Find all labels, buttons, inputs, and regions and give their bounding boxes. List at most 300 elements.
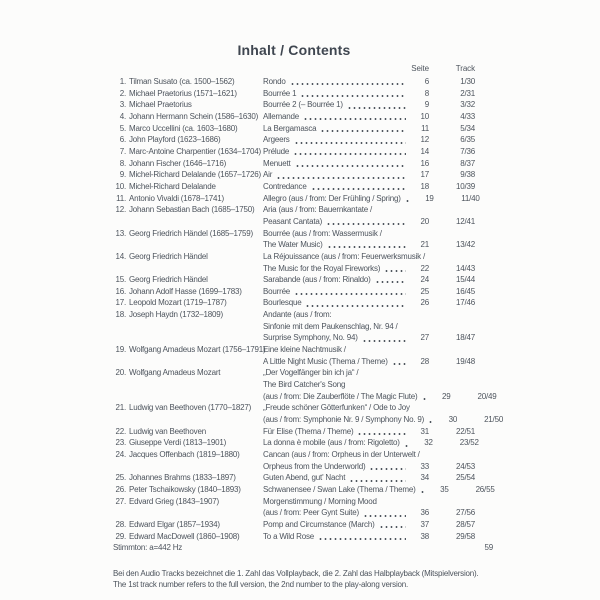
toc-entry [113, 426, 475, 438]
entry-number: 3. [119, 100, 126, 110]
piece-title-line: Morgenstimmung / Morning Mood [263, 496, 377, 506]
footnote [113, 568, 493, 591]
piece-title-last-line [263, 123, 475, 135]
piece-title-line: La Réjouissance (aus / from: Feuerwerksmusik / [263, 251, 425, 261]
composer-name: Johann Fischer (1646–1716) [129, 158, 227, 168]
piece-cell [263, 531, 475, 543]
track-number: 3/32 [460, 100, 475, 110]
piece-title-last-line [263, 472, 475, 484]
piece-title-last-line [263, 531, 475, 543]
entry-number: 10. [115, 181, 126, 191]
track-number: 5/34 [460, 123, 475, 133]
piece-cell [263, 169, 475, 181]
composer-name: Ludwig van Beethoven [129, 426, 206, 436]
piece-cell [263, 251, 475, 274]
page-number: 33 [420, 461, 429, 471]
entry-number: 23. [115, 438, 126, 448]
piece-title-line: Für Elise (Thema / Theme) [263, 426, 354, 436]
piece-title-line: Argeers [263, 135, 290, 145]
piece-cell [263, 402, 504, 425]
header-spacer [113, 63, 403, 74]
composer-name: Jacques Offenbach (1819–1880) [129, 450, 240, 459]
piece-title-line: Prélude [263, 146, 290, 156]
composer-name: Georg Friedrich Händel (1685–1759) [129, 228, 253, 238]
piece-title-last-line [263, 146, 475, 158]
composer-cell [113, 309, 263, 321]
piece-cell [263, 228, 475, 251]
piece-title-last-line [263, 519, 475, 531]
piece-title-line: Bourrée 1 [263, 88, 297, 98]
piece-cell [263, 484, 495, 496]
composer-cell [113, 274, 263, 286]
composer-name: Georg Friedrich Händel [129, 275, 208, 285]
composer-name: Georg Friedrich Händel [129, 251, 208, 261]
composer-name: Tilman Susato (ca. 1500–1562) [129, 77, 235, 86]
toc-entry [113, 519, 475, 531]
track-number: 7/36 [460, 146, 475, 156]
composer-cell [113, 426, 263, 438]
footnote-line-en: The 1st track number refers to the full version, the 2nd number to the play-along version. [113, 580, 409, 590]
page-number: 24 [420, 275, 429, 285]
composer-cell [113, 472, 263, 484]
page-number: 28 [420, 356, 429, 366]
tuning-note-row [113, 542, 493, 554]
piece-title-line: The Bird Catcher's Song [263, 380, 346, 390]
toc-entry [113, 274, 475, 286]
composer-name: Antonio Vivaldi (1678–1741) [129, 193, 224, 203]
piece-cell [263, 181, 475, 193]
tuning-track-number: 59 [484, 543, 493, 553]
entry-number: 20. [115, 368, 126, 378]
page-number: 10 [420, 111, 429, 121]
track-number: 27/56 [455, 508, 475, 518]
track-number: 16/45 [455, 286, 475, 296]
piece-title-line: (aus / from: Peer Gynt Suite) [263, 508, 360, 518]
page-number: 25 [420, 286, 429, 296]
composer-cell [113, 99, 263, 111]
dot-leader [384, 270, 406, 272]
piece-title-line: Sarabande (aus / from: Rinaldo) [263, 275, 371, 285]
composer-cell [113, 204, 263, 216]
composer-name: Edward MacDowell (1860–1908) [129, 531, 240, 541]
dot-leader [327, 246, 406, 248]
toc-entry [113, 449, 475, 472]
track-number: 15/44 [455, 275, 475, 285]
entry-number: 5. [119, 123, 126, 133]
composer-cell [113, 181, 263, 193]
dot-leader [318, 538, 406, 540]
track-number: 12/41 [455, 216, 475, 226]
track-number: 19/48 [455, 356, 475, 366]
piece-title-last-line [263, 99, 475, 111]
piece-title-last-line [263, 158, 475, 170]
toc-entry [113, 286, 475, 298]
composer-name: Johann Adolf Hasse (1699–1783) [129, 286, 242, 296]
piece-title-line: Air [263, 170, 273, 180]
dot-leader [305, 305, 406, 307]
composer-cell [113, 169, 263, 181]
footnote-line-de: Bei den Audio Tracks bezeichnet die 1. Zahl das Vollplayback, die 2. Zahl das Halbplayback (Mitspielversion). [113, 568, 479, 578]
track-number: 29/58 [455, 531, 475, 541]
track-number: 11/40 [461, 193, 480, 203]
entry-number: 16. [115, 286, 126, 296]
entry-number: 2. [119, 88, 126, 98]
page-number: 22 [420, 263, 429, 273]
piece-cell [263, 193, 480, 205]
composer-cell [113, 158, 263, 170]
composer-cell [113, 344, 266, 356]
piece-title-line: Bourrée 2 (– Bourrée 1) [263, 100, 343, 110]
piece-title-line: Surprise Symphony, No. 94) [263, 333, 358, 343]
piece-cell [263, 297, 475, 309]
tuning-spacer [182, 542, 484, 554]
piece-title-line: „Freude schöner Götterfunken“ / Ode to Joy [263, 403, 410, 413]
composer-name: Edward Elgar (1857–1934) [129, 519, 220, 529]
entry-number: 11. [116, 193, 126, 203]
toc-entry [113, 297, 475, 309]
piece-title-last-line [263, 484, 495, 496]
page-number: 26 [420, 298, 429, 308]
page-number: 36 [420, 508, 429, 518]
piece-title-line: La donna è mobile (aus / from: Rigoletto) [263, 438, 400, 448]
toc-entry [113, 531, 475, 543]
composer-cell [113, 297, 263, 309]
piece-title-line: The Water Music) [263, 240, 323, 250]
dot-leader [379, 526, 406, 528]
piece-cell [263, 286, 475, 298]
piece-title-line: (aus / from: Die Zauberflöte / The Magic Flute) [263, 391, 418, 401]
piece-cell [263, 274, 475, 286]
dot-leader [295, 165, 406, 167]
track-number: 20/49 [477, 391, 497, 401]
entry-number: 1. [119, 77, 126, 86]
piece-title-line: Peasant Cantata) [263, 216, 323, 226]
piece-title-line: To a Wild Rose [263, 531, 314, 541]
page-number: 21 [420, 240, 429, 250]
piece-title-last-line [263, 216, 475, 228]
piece-title-line: Bourlesque [263, 298, 302, 308]
toc-entry [113, 204, 475, 227]
track-number: 9/38 [460, 170, 475, 180]
page-number: 35 [440, 484, 449, 494]
piece-cell [263, 134, 475, 146]
piece-cell [263, 367, 497, 402]
dot-leader [422, 398, 428, 400]
page-number: 38 [420, 531, 429, 541]
piece-title-last-line [263, 111, 475, 123]
composer-name: Johann Hermann Schein (1586–1630) [129, 111, 259, 121]
piece-cell [263, 449, 475, 472]
composer-cell [113, 449, 263, 461]
entry-number: 22. [115, 426, 126, 436]
page-number: 29 [442, 391, 451, 401]
track-number: 1/30 [460, 77, 475, 86]
track-number: 18/47 [455, 333, 475, 343]
toc-entry [113, 484, 495, 496]
composer-name: Joseph Haydn (1732–1809) [129, 310, 223, 320]
dot-leader [404, 445, 410, 447]
page-number: 27 [420, 333, 429, 343]
entry-number: 13. [115, 228, 126, 238]
page-number: 32 [424, 438, 433, 448]
dot-leader [347, 107, 406, 109]
composer-name: Wolfgang Amadeus Mozart (1756–1791) [129, 345, 266, 355]
track-number: 22/51 [455, 426, 475, 436]
piece-cell [263, 519, 475, 531]
piece-title-line: Pomp and Circumstance (March) [263, 519, 375, 529]
toc-entry [113, 158, 475, 170]
dot-leader [294, 142, 406, 144]
toc-entry [113, 76, 475, 88]
piece-cell [263, 426, 475, 438]
track-number: 6/35 [460, 135, 475, 145]
dot-leader [276, 177, 406, 179]
dot-leader [362, 340, 406, 342]
toc-entry [113, 134, 475, 146]
page-title: Inhalt / Contents [237, 42, 351, 58]
entry-number: 17. [115, 298, 126, 308]
piece-title-last-line [263, 391, 497, 403]
piece-title-line: La Bergamasca [263, 123, 317, 133]
toc-entry [113, 309, 475, 344]
track-number: 21/50 [484, 415, 504, 425]
page-number: 31 [420, 426, 429, 436]
toc-content [113, 42, 504, 591]
composer-name: Michael Praetorius (1571–1621) [129, 88, 237, 98]
entry-number: 7. [119, 146, 126, 156]
toc-entry [113, 88, 475, 100]
toc-entry [113, 437, 479, 449]
page-number: 6 [424, 77, 429, 86]
composer-cell [113, 286, 263, 298]
track-number: 24/53 [455, 461, 475, 471]
piece-title-last-line [263, 239, 475, 251]
piece-title-line: Contredance [263, 181, 307, 191]
piece-title-line: Schwanensee / Swan Lake (Thema / Theme) [263, 484, 416, 494]
piece-title-line: Orpheus from the Underworld) [263, 461, 366, 471]
entry-number: 21. [115, 403, 126, 413]
page-number: 11 [421, 123, 429, 133]
page-number: 16 [420, 158, 429, 168]
piece-title-last-line [263, 169, 475, 181]
toc-entry [113, 228, 475, 251]
dot-leader [428, 421, 434, 423]
toc-entry [113, 496, 475, 519]
piece-cell [263, 76, 475, 88]
toc-list [113, 76, 504, 542]
piece-title-line: Bourrée (aus / from: Wassermusik / [263, 228, 382, 238]
composer-name: Michel-Richard Delalande [129, 181, 216, 191]
entry-number: 18. [115, 310, 126, 320]
piece-title-line: „Der Vogelfänger bin ich ja“ / [263, 368, 359, 378]
track-number: 26/55 [475, 484, 495, 494]
toc-entry [113, 169, 475, 181]
composer-name: Marc-Antoine Charpentier (1634–1704) [129, 146, 261, 156]
piece-title-last-line [263, 414, 504, 426]
track-number: 4/33 [460, 111, 475, 121]
piece-title-line: Guten Abend, gut' Nacht [263, 473, 346, 483]
piece-cell [263, 344, 475, 367]
piece-title-last-line [263, 274, 475, 286]
piece-title-line: (aus / from: Symphonie Nr. 9 / Symphony No. 9) [263, 415, 425, 425]
entry-number: 25. [115, 473, 126, 483]
page-number: 18 [420, 181, 429, 191]
dot-leader [311, 188, 406, 190]
toc-entry [113, 193, 480, 205]
piece-cell [263, 472, 475, 484]
entry-number: 8. [119, 158, 126, 168]
track-number: 25/54 [455, 473, 475, 483]
piece-title-line: Rondo [263, 77, 286, 86]
toc-entry [113, 402, 504, 425]
piece-title-last-line [263, 286, 475, 298]
dot-leader [357, 433, 406, 435]
piece-title-last-line [263, 88, 475, 100]
column-header-track: Track [455, 64, 475, 73]
page-number: 19 [425, 193, 434, 203]
toc-entry [113, 181, 475, 193]
dot-leader [290, 83, 406, 85]
toc-entry [113, 99, 475, 111]
entry-number: 15. [115, 275, 126, 285]
toc-entry [113, 472, 475, 484]
dot-leader [392, 363, 406, 365]
track-number: 14/43 [455, 263, 475, 273]
page-number: 12 [420, 135, 429, 145]
entry-number: 14. [115, 251, 126, 261]
piece-title-last-line [263, 134, 475, 146]
dot-leader [320, 130, 406, 132]
piece-title-line: Bourrée [263, 286, 291, 296]
piece-title-line: Cancan (aus / from: Orpheus in der Unterwelt / [263, 450, 420, 459]
page-number: 20 [420, 216, 429, 226]
piece-cell [263, 123, 475, 135]
toc-entry [113, 111, 475, 123]
piece-title-last-line [263, 297, 475, 309]
composer-cell [113, 531, 263, 543]
column-headers [113, 63, 475, 74]
piece-title-line: Allemande [263, 111, 300, 121]
piece-title-line: Allegro (aus / from: Der Frühling / Spring) [263, 193, 401, 203]
piece-title-last-line [263, 193, 480, 205]
piece-title-line: Andante (aus / from: [263, 310, 332, 320]
page-number: 34 [420, 473, 429, 483]
column-header-seite: Seite [411, 64, 429, 73]
piece-title-line: Menuett [263, 158, 291, 168]
composer-cell [113, 228, 263, 240]
piece-cell [263, 88, 475, 100]
entry-number: 29. [115, 531, 126, 541]
page-number: 8 [424, 88, 429, 98]
piece-cell [263, 496, 475, 519]
piece-title-last-line [263, 332, 475, 344]
composer-cell [113, 76, 263, 88]
dot-leader [369, 468, 406, 470]
composer-name: Peter Tschaikowsky (1840–1893) [129, 484, 241, 494]
composer-cell [113, 496, 263, 508]
track-number: 8/37 [460, 158, 475, 168]
dot-leader [349, 480, 406, 482]
entry-number: 12. [115, 205, 126, 215]
entry-number: 24. [115, 450, 126, 459]
dot-leader [363, 515, 406, 517]
piece-cell [263, 146, 475, 158]
entry-number: 19. [115, 345, 126, 355]
dot-leader [405, 200, 411, 202]
composer-cell [113, 88, 263, 100]
track-number: 17/46 [455, 298, 475, 308]
piece-title-line: Eine kleine Nachtmusik / [263, 345, 346, 355]
tuning-note-label: Stimmton: a=442 Hz [113, 543, 183, 553]
page-number: 37 [420, 519, 429, 529]
composer-name: Giuseppe Verdi (1813–1901) [129, 438, 227, 448]
composer-cell [113, 123, 263, 135]
piece-cell [263, 437, 479, 449]
composer-cell [113, 402, 263, 414]
composer-cell [113, 193, 263, 205]
composer-name: Edvard Grieg (1843–1907) [129, 496, 219, 506]
piece-cell [263, 158, 475, 170]
piece-title-last-line [263, 507, 475, 519]
page-number: 14 [420, 146, 429, 156]
piece-title-line: Aria (aus / from: Bauernkantate / [263, 205, 373, 215]
toc-entry [113, 344, 475, 367]
piece-title-line: Sinfonie mit dem Paukenschlag, Nr. 94 / [263, 321, 398, 331]
piece-title-last-line [263, 181, 475, 193]
track-number: 10/39 [455, 181, 475, 191]
composer-name: Michel-Richard Delalande (1657–1726) [129, 170, 261, 180]
toc-entry [113, 146, 475, 158]
composer-name: Wolfgang Amadeus Mozart [129, 368, 221, 378]
track-number: 28/57 [455, 519, 475, 529]
piece-cell [263, 204, 475, 227]
piece-title-last-line [263, 356, 475, 368]
track-number: 2/31 [460, 88, 475, 98]
composer-cell [113, 437, 263, 449]
composer-name: John Playford (1623–1686) [129, 135, 221, 145]
composer-name: Michael Praetorius [129, 100, 192, 110]
composer-cell [113, 484, 263, 496]
composer-name: Marco Uccellini (ca. 1603–1680) [129, 123, 238, 133]
toc-entry [113, 367, 497, 402]
entry-number: 28. [115, 519, 126, 529]
piece-title-last-line [263, 263, 475, 275]
composer-name: Johann Sebastian Bach (1685–1750) [129, 205, 255, 215]
entry-number: 9. [119, 170, 126, 180]
composer-cell [113, 146, 263, 158]
piece-title-line: A Little Night Music (Thema / Theme) [263, 356, 388, 366]
track-number: 13/42 [455, 240, 475, 250]
piece-title-last-line [263, 426, 475, 438]
piece-cell [263, 99, 475, 111]
page-number: 17 [420, 170, 429, 180]
entry-number: 26. [115, 484, 126, 494]
dot-leader [293, 153, 406, 155]
track-number: 23/52 [459, 438, 479, 448]
toc-entry [113, 251, 475, 274]
piece-title-last-line [263, 461, 475, 473]
dot-leader [375, 281, 406, 283]
dot-leader [294, 293, 406, 295]
composer-cell [113, 251, 263, 263]
piece-cell [263, 111, 475, 123]
composer-cell [113, 134, 263, 146]
dot-leader [303, 118, 406, 120]
composer-name: Ludwig van Beethoven (1770–1827) [129, 403, 252, 413]
page-number: 9 [424, 100, 429, 110]
composer-cell [113, 111, 263, 123]
composer-cell [113, 367, 263, 379]
